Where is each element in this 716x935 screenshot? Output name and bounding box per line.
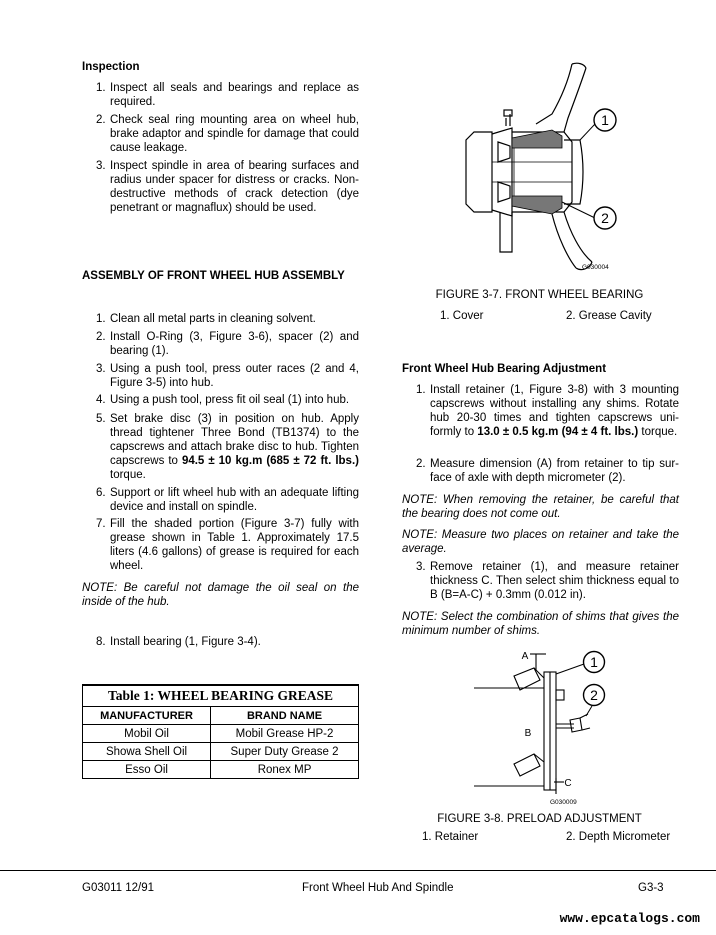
footer-rule xyxy=(0,870,716,871)
page-number: G3-3 xyxy=(638,882,664,894)
step-number: 2. xyxy=(416,458,426,470)
watermark: www.epcatalogs.com xyxy=(559,911,700,926)
step-number: 2. xyxy=(96,331,106,343)
step-number: 7. xyxy=(96,518,106,530)
table-row xyxy=(83,761,359,779)
step-number: 5. xyxy=(96,413,106,425)
table-cell: Esso Oil xyxy=(83,761,211,779)
note: NOTE: Measure two places on retainer and take the average. xyxy=(402,529,679,555)
front-wheel-bearing-figure xyxy=(452,62,628,276)
step-number: 2. xyxy=(96,114,106,126)
callout-2: 2 xyxy=(590,687,598,703)
step-text: Clean all metal parts in cleaning solvent. xyxy=(110,313,316,325)
step-text: Using a push tool, press fit oil seal (1) into hub. xyxy=(110,394,350,406)
inspection-heading: Inspection xyxy=(82,61,140,73)
column-header: BRAND NAME xyxy=(211,707,359,725)
step-text: Inspect all seals and bearings and replace as required. xyxy=(110,82,359,108)
table-cell: Showa Shell Oil xyxy=(83,743,211,761)
step-number: 8. xyxy=(96,636,106,648)
note: NOTE: Be careful not damage the oil seal on the inside of the hub. xyxy=(82,582,359,608)
step-text: Check seal ring mounting area on wheel hub, brake adaptor and spindle for damage that could cause leakage. xyxy=(110,114,359,154)
step-number: 4. xyxy=(96,394,106,406)
note: NOTE: Select the combination of shims that gives the minimum number of shims. xyxy=(402,611,679,637)
dimension-label-c: C xyxy=(564,778,572,789)
dimension-label-a: A xyxy=(521,651,529,662)
preload-adjustment-figure xyxy=(470,644,620,808)
step-text: Support or lift wheel hub with an adequate lifting device and install on spindle. xyxy=(110,487,359,513)
note: NOTE: When removing the retainer, be careful that the bearing does not come out. xyxy=(402,494,679,520)
footer-doc-number: G03011 12/91 xyxy=(82,882,155,894)
step-text: Set brake disc (3) in position on hub. Apply thread tightener Three Bond (TB1374) to the capscrews and attach brake disc to hub. Tighten capscrews to 94.5 ± 10 kg.m (685 ± 72 ft. lbs.) torque. xyxy=(110,413,359,481)
column-header: MANUFACTURER xyxy=(83,707,211,725)
footer-title: Front Wheel Hub And Spindle xyxy=(302,882,454,894)
legend-item: 1. Retainer xyxy=(422,831,479,843)
step-number: 1. xyxy=(96,82,106,94)
figure-code: G030004 xyxy=(582,264,609,271)
step-number: 3. xyxy=(416,561,426,573)
table-title: Table 1: WHEEL BEARING GREASE xyxy=(83,685,359,707)
step-text: Remove retainer (1), and measure retainer thickness C. Then select shim thickness equal to B (B=A-C) + 0.3mm (0.012 in). xyxy=(430,561,679,601)
step-text: Install O-Ring (3, Figure 3-6), spacer (2) and bearing (1). xyxy=(110,331,359,357)
figure-caption: FIGURE 3-7. FRONT WHEEL BEARING xyxy=(435,289,644,301)
step-text: Measure dimension (A) from retainer to tip sur-face of axle with depth micrometer (2). xyxy=(430,458,679,484)
step-text: Inspect spindle in area of bearing surfaces and radius under spacer for distress or cracks. Non-destructive methods of crack detection (dye penetrant or magnaflux) should be used. xyxy=(110,160,359,214)
table-row xyxy=(83,743,359,761)
callout-1: 1 xyxy=(590,654,598,670)
step-text: Install bearing (1, Figure 3-4). xyxy=(110,636,261,648)
table-row xyxy=(83,725,359,743)
step-text: Using a push tool, press outer races (2 and 4, Figure 3-5) into hub. xyxy=(110,363,359,389)
grease-table xyxy=(82,684,359,779)
table-cell: Super Duty Grease 2 xyxy=(211,743,359,761)
callout-2: 2 xyxy=(601,210,609,226)
legend-item: 1. Cover xyxy=(440,310,484,322)
dimension-label-b: B xyxy=(524,728,532,739)
legend-item: 2. Grease Cavity xyxy=(566,310,652,322)
step-number: 3. xyxy=(96,363,106,375)
figure-code: G030009 xyxy=(550,799,577,806)
step-number: 1. xyxy=(96,313,106,325)
step-text: Fill the shaded portion (Figure 3-7) fully with grease shown in Table 1. Approximately 17.5 liters (4.6 gallons) of grease is required for each wheel. xyxy=(110,518,359,572)
step-text: Install retainer (1, Figure 3-8) with 3 mounting capscrews without installing any shims. Rotate hub 20-30 times and tighten capscrews uni-formly to 13.0 ± 0.5 kg.m (94 ± 4 ft. lbs.) torque. xyxy=(430,384,679,438)
step-number: 1. xyxy=(416,384,426,396)
legend-item: 2. Depth Micrometer xyxy=(566,831,671,843)
assembly-heading: ASSEMBLY OF FRONT WHEEL HUB ASSEMBLY xyxy=(82,270,345,282)
table-cell: Mobil Grease HP-2 xyxy=(211,725,359,743)
step-number: 3. xyxy=(96,160,106,172)
adjustment-heading: Front Wheel Hub Bearing Adjustment xyxy=(402,363,607,375)
table-cell: Mobil Oil xyxy=(83,725,211,743)
figure-caption: FIGURE 3-8. PRELOAD ADJUSTMENT xyxy=(437,813,642,825)
table-cell: Ronex MP xyxy=(211,761,359,779)
step-number: 6. xyxy=(96,487,106,499)
callout-1: 1 xyxy=(601,112,609,128)
